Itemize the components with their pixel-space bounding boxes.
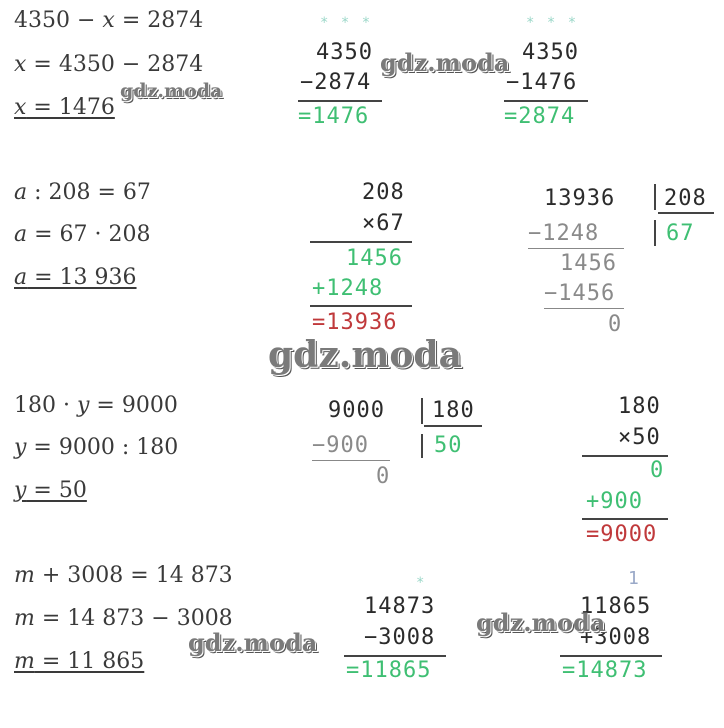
calc-result: =1476 — [298, 104, 370, 129]
div-dividend: 13936 — [544, 186, 616, 211]
mult-partial: +1248 — [312, 276, 384, 301]
mult-line — [582, 518, 668, 520]
mult-line — [310, 305, 412, 307]
div-dividend: 9000 — [328, 398, 385, 423]
calc-line — [560, 655, 662, 657]
div-divisor: 180 — [432, 398, 475, 423]
equation-answer: a = 13 936 — [14, 265, 137, 290]
mult-top: 180 — [618, 394, 661, 419]
watermark: gdz.moda — [380, 48, 510, 77]
calc-bottom: −2874 — [300, 70, 372, 95]
div-subtract: −1456 — [544, 281, 616, 306]
watermark: gdz.moda — [120, 80, 223, 102]
div-bracket — [421, 398, 423, 424]
check-mark-stars: * — [416, 575, 427, 591]
mult-factor: ×50 — [618, 425, 661, 450]
div-line — [658, 212, 714, 214]
equation-answer: y = 50 — [14, 478, 87, 503]
calc-top: 4350 — [522, 40, 579, 65]
watermark: gdz.moda — [188, 628, 318, 657]
equation-line: m = 14 873 − 3008 — [14, 606, 233, 631]
calc-top: 11865 — [580, 594, 652, 619]
div-bracket — [421, 434, 423, 458]
div-subtract: −900 — [312, 433, 369, 458]
mult-line — [310, 241, 412, 243]
equation-line: a = 67 · 208 — [14, 222, 151, 247]
equation-line: a : 208 = 67 — [14, 180, 151, 205]
div-remainder: 0 — [376, 464, 391, 489]
equation-line: 180 · y = 9000 — [14, 393, 178, 418]
calc-top: 4350 — [316, 40, 373, 65]
calc-top: 14873 — [364, 594, 436, 619]
equation-answer: m = 11 865 — [14, 649, 145, 674]
div-line — [544, 308, 624, 309]
calc-line — [504, 100, 588, 102]
div-line — [424, 425, 482, 427]
mult-result: =13936 — [312, 310, 398, 335]
div-remainder: 0 — [608, 312, 623, 337]
mult-line — [582, 455, 668, 457]
equation-line: m + 3008 = 14 873 — [14, 563, 233, 588]
watermark: gdz.moda — [476, 608, 606, 637]
div-line — [312, 460, 390, 461]
mult-top: 208 — [362, 180, 405, 205]
mult-result: =9000 — [586, 522, 658, 547]
div-line — [528, 248, 624, 249]
mult-partial: 1456 — [346, 246, 403, 271]
div-subtract: −1248 — [528, 221, 600, 246]
equation-line: 4350 − x = 2874 — [14, 8, 204, 33]
div-quotient: 67 — [666, 221, 695, 246]
equation-line: y = 9000 : 180 — [14, 435, 179, 460]
check-mark: 1 — [628, 568, 640, 589]
calc-bottom: +3008 — [580, 625, 652, 650]
div-divisor: 208 — [664, 186, 707, 211]
calc-result: =14873 — [562, 658, 648, 683]
calc-result: =2874 — [504, 104, 576, 129]
check-mark-stars: * * * — [526, 15, 579, 31]
check-mark-stars: * * * — [320, 15, 373, 31]
calc-line — [298, 100, 382, 102]
calc-bottom: −3008 — [364, 625, 436, 650]
calc-result: =11865 — [346, 658, 432, 683]
div-quotient: 50 — [434, 433, 463, 458]
equation-line: x = 4350 − 2874 — [14, 52, 204, 77]
div-bracket — [654, 220, 656, 246]
equation-answer: x = 1476 — [14, 95, 115, 120]
div-bracket — [654, 184, 656, 210]
watermark: gdz.moda — [268, 334, 462, 376]
calc-line — [344, 655, 446, 657]
calc-bottom: −1476 — [506, 70, 578, 95]
mult-partial: 0 — [650, 458, 665, 483]
mult-factor: ×67 — [362, 211, 405, 236]
div-remainder: 1456 — [560, 251, 617, 276]
mult-partial: +900 — [586, 489, 643, 514]
